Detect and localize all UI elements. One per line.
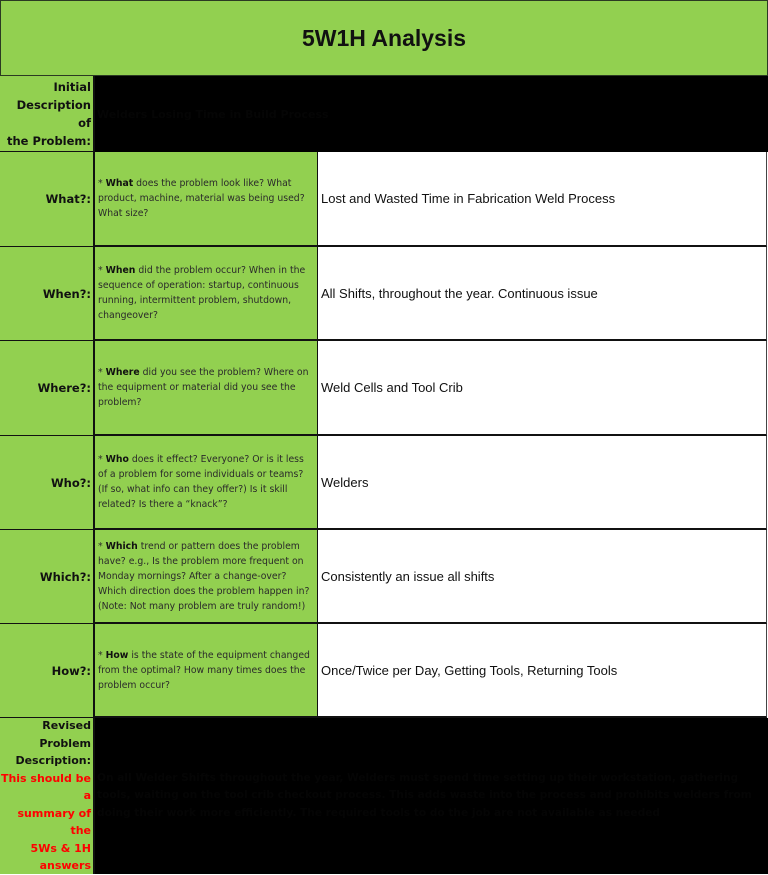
page-title: 5W1H Analysis — [301, 24, 467, 51]
what-prompt-cell[interactable] — [95, 152, 318, 247]
who-prompt-cell[interactable] — [95, 436, 318, 530]
prompt-text: * When did the problem occur? When in the sequence of operation: startup, continuous running, intermittent problem, shutdown, changeover? — [98, 265, 306, 321]
row-label: When?: — [42, 286, 91, 301]
revised-description-value-cell[interactable] — [95, 718, 768, 874]
when-prompt-cell[interactable] — [95, 247, 318, 341]
label-line: Problem — [39, 736, 91, 750]
how-answer-cell[interactable] — [318, 624, 767, 718]
prompt-rest: did the problem occur? When in the sequence of operation: startup, continuous running, intermittent problem, shutdown, changeover? — [98, 265, 306, 321]
prompt-keyword: What — [105, 178, 134, 189]
prompt-rest: is the state of the equipment changed from the optimal? How many times does the problem occur? — [98, 649, 310, 691]
title-cell[interactable] — [0, 0, 768, 76]
label-line: Revised — [42, 719, 91, 733]
initial-description-label-cell[interactable] — [0, 76, 95, 152]
prompt-text: * Where did you see the problem? Where on the equipment or material did you see the problem? — [98, 367, 309, 408]
prompt-keyword: How — [105, 649, 129, 661]
instruction-line: 5Ws & 1H — [30, 841, 91, 855]
label-line: Description: — [15, 754, 91, 768]
prompt-keyword: Where — [105, 367, 140, 378]
prompt-rest: does the problem look like? What product, machine, material was being used? What size? — [98, 178, 305, 219]
initial-description-row — [0, 76, 768, 152]
which-answer-cell[interactable] — [318, 530, 767, 624]
prompt-rest: trend or pattern does the problem have? e.g., Is the problem more frequent on Monday mornings? After a change-over? Which direction does the problem happen in? (Note: Not many problem are truly random!) — [98, 540, 310, 612]
row-label: Who?: — [50, 475, 91, 490]
where-prompt-cell[interactable] — [95, 341, 318, 436]
revised-description-row — [0, 718, 768, 874]
when-row — [0, 247, 768, 341]
prompt-text: * What does the problem look like? What product, machine, material was being used? What size? — [98, 178, 305, 219]
row-label: What?: — [45, 192, 91, 206]
when-label-cell[interactable] — [0, 247, 95, 341]
initial-description-text: Welders Losing Time in Build Process — [97, 107, 329, 121]
label-line: Description of — [16, 97, 91, 130]
prompt-text: * Which trend or pattern does the problem have? e.g., Is the problem more frequent on Monday mornings? After a change-over? Which direction does the problem happen in? (Note: Not many problem are truly random!) — [98, 540, 310, 612]
prompt-rest: does it effect? Everyone? Or is it less of a problem for some individuals or teams? (If so, what info can they offer?) Is it skill related? Is there a “knack”? — [98, 454, 304, 510]
answer-text: Weld Cells and Tool Crib — [321, 380, 463, 395]
prompt-text: * Who does it effect? Everyone? Or is it less of a problem for some individuals or teams? (If so, what info can they offer?) Is it skill related? Is there a “knack”? — [98, 454, 304, 510]
answer-text: Consistently an issue all shifts — [321, 568, 495, 584]
how-row — [0, 624, 768, 718]
how-prompt-cell[interactable] — [95, 624, 318, 718]
prompt-keyword: Which — [105, 540, 138, 552]
answer-text: Lost and Wasted Time in Fabrication Weld Process — [321, 191, 616, 206]
prompt-text: * How is the state of the equipment changed from the optimal? How many times does the problem occur? — [98, 649, 310, 691]
row-label: Where?: — [37, 381, 91, 395]
where-label-cell[interactable] — [0, 341, 95, 436]
when-answer-cell[interactable] — [318, 247, 767, 341]
how-label-cell[interactable] — [0, 624, 95, 718]
row-label: Which?: — [39, 569, 91, 584]
instruction-line: summary of the — [17, 806, 91, 838]
what-row — [0, 152, 768, 247]
revised-description-text: On all Welder Shifts throughout the year, Welders must spend time setting up their workstation, gathering tools, waiting on the tool crib checkout process. This adds waste into the process and prohibits welders from doing their work more efficiently. The required tools to do the job are not available as needed — [97, 771, 752, 819]
instruction-line: This should be a — [0, 771, 91, 803]
what-label-cell[interactable] — [0, 152, 95, 247]
which-label-cell[interactable] — [0, 530, 95, 624]
label-line: the Problem: — [6, 133, 91, 148]
label-line: Initial — [53, 79, 91, 94]
which-row — [0, 530, 768, 624]
initial-description-value-cell[interactable] — [95, 76, 768, 152]
answer-text: Once/Twice per Day, Getting Tools, Returning Tools — [321, 662, 618, 678]
prompt-rest: did you see the problem? Where on the equipment or material did you see the problem? — [98, 367, 309, 408]
where-row — [0, 341, 768, 436]
answer-text: All Shifts, throughout the year. Continuous issue — [321, 285, 598, 301]
which-prompt-cell[interactable] — [95, 530, 318, 624]
revised-description-label-cell[interactable] — [0, 718, 95, 874]
who-row — [0, 436, 768, 530]
row-label: How?: — [51, 663, 91, 678]
answer-text: Welders — [321, 474, 369, 490]
where-answer-cell[interactable] — [318, 341, 767, 436]
prompt-keyword: When — [105, 265, 136, 276]
instruction-line: answers — [39, 859, 91, 873]
prompt-keyword: Who — [105, 454, 129, 465]
who-answer-cell[interactable] — [318, 436, 767, 530]
what-answer-cell[interactable] — [318, 152, 767, 247]
who-label-cell[interactable] — [0, 436, 95, 530]
